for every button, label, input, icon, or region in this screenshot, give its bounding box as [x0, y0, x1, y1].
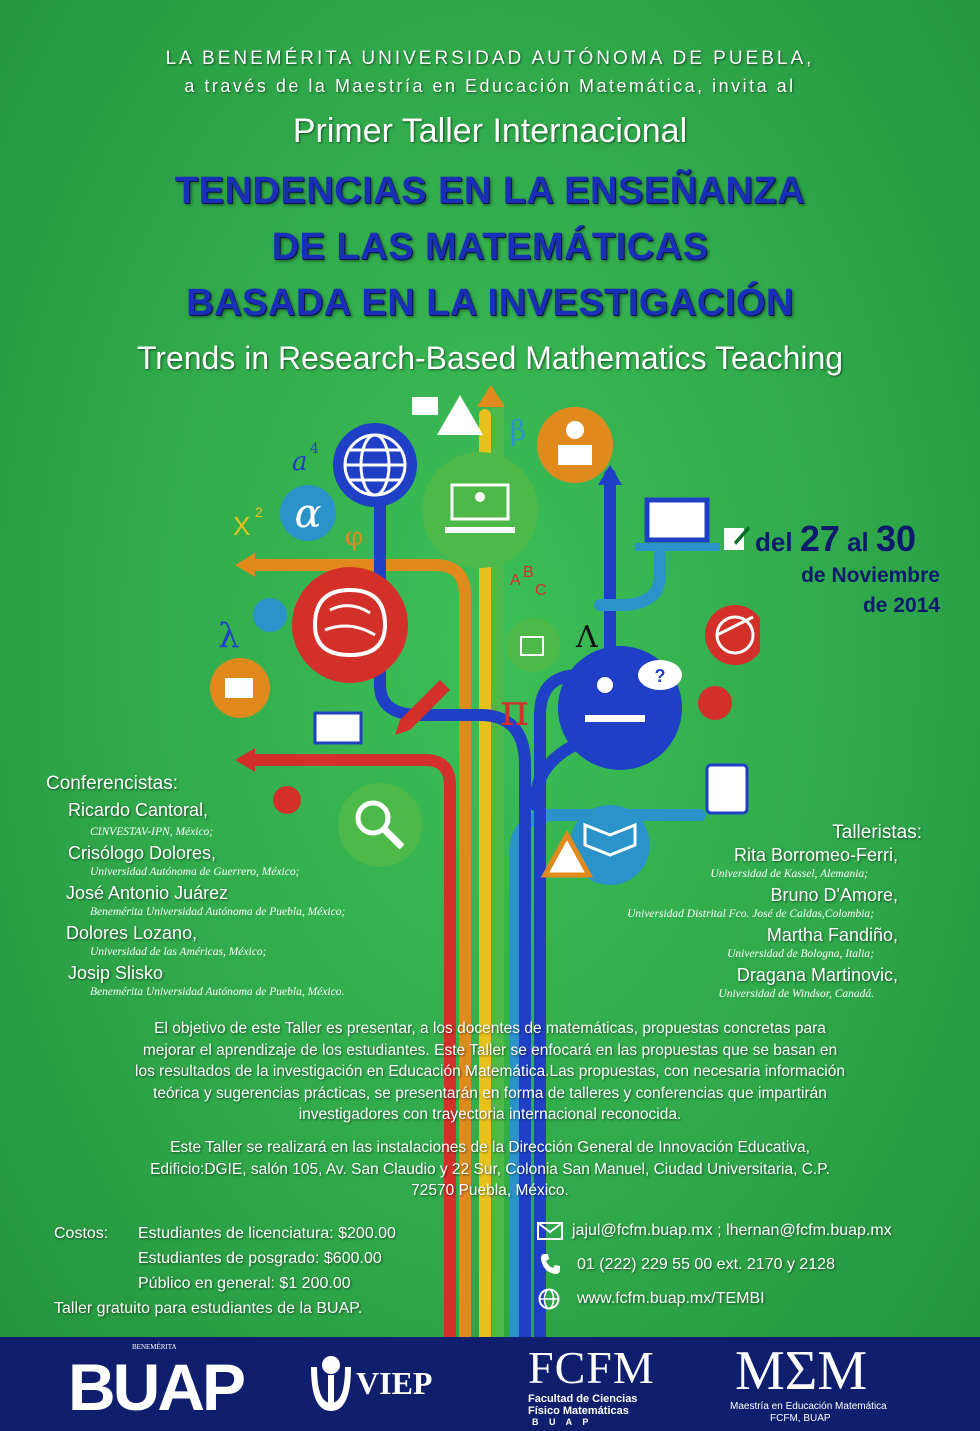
workshop-leader-name: Dragana Martinovic,: [736, 965, 898, 985]
fcfm-subtitle-1: Facultad de Ciencias: [528, 1393, 638, 1405]
abc-c: C: [535, 582, 547, 599]
cube-circle: [506, 618, 560, 672]
x2-exponent: 2: [255, 504, 263, 520]
website-link[interactable]: www.fcfm.buap.mx/TEMBI: [577, 1290, 765, 1307]
intro-line-2: a través de la Maestría en Educación Matemática, invita al: [184, 76, 796, 96]
objective-line: mejorar el aprendizaje de los estudiantes. Este Taller se enfocará en las propuestas que se basan en: [142, 1041, 838, 1059]
presentation-circle: [253, 598, 287, 632]
envelope-shape: [412, 397, 438, 415]
cost-item: Estudiantes de posgrado: $600.00: [138, 1250, 382, 1267]
globe-icon: [538, 1288, 560, 1310]
main-title-line-1: TENDENCIAS EN LA ENSEÑANZA: [174, 170, 806, 212]
fcfm-subtitle-2: Físico Matemáticas: [528, 1405, 629, 1417]
date-range: [755, 518, 916, 560]
workshop-leader-name: Bruno D'Amore,: [770, 885, 898, 905]
abc-a: A: [510, 572, 521, 589]
buap-logo: BUAP: [68, 1350, 244, 1424]
objective-line: El objetivo de este Taller es presentar, a los docentes de matemáticas, propuestas concretas para: [154, 1020, 826, 1037]
mem-subtitle-1: Maestría en Educación Matemática: [730, 1401, 887, 1412]
x2-symbol: X: [233, 511, 251, 541]
free-note: Taller gratuito para estudiantes de la BUAP.: [54, 1300, 363, 1317]
phone-number[interactable]: 01 (222) 229 55 00 ext. 2170 y 2128: [577, 1256, 835, 1273]
objective-line: investigadores con trayectoria internacional reconocida.: [298, 1106, 682, 1123]
abc-b: B: [523, 564, 534, 581]
a4-symbol: a: [292, 447, 308, 477]
cost-item: Estudiantes de licenciatura: $200.00: [138, 1225, 396, 1242]
speaker-name: Josip Slisko: [68, 963, 164, 983]
buap-top-text: BENEMÉRITA: [132, 1343, 177, 1351]
workshop-leader-institution: Universidad Distrital Fco. José de Caldas,Colombia;: [627, 908, 874, 920]
speaker-institution: Universidad de las Américas, México;: [90, 946, 267, 958]
date-month: de Noviembre: [801, 564, 940, 587]
mem-logo: MΣM: [735, 1340, 868, 1402]
fcfm-logo: FCFM: [528, 1342, 655, 1393]
classroom-circle: [422, 452, 538, 568]
notepad-icon: [722, 522, 750, 552]
date-end: 30: [876, 518, 917, 559]
main-title-line-2: DE LAS MATEMÁTICAS: [271, 226, 709, 268]
workshop-leader-institution: Universidad de Bologna, Italia;: [727, 948, 874, 960]
workshop-leader-institution: Universidad de Windsor, Canadá.: [718, 988, 874, 1000]
question-mark: ?: [654, 666, 666, 686]
footer-logo-bar: [0, 1337, 980, 1431]
objective-paragraph: [40, 1018, 940, 1126]
viep-logo: VIEP: [356, 1365, 433, 1401]
phone-icon: [540, 1253, 560, 1275]
calculator-shape: [707, 765, 747, 813]
gear-circle: [273, 786, 301, 814]
workshop-leader-name: Rita Borromeo-Ferri,: [733, 845, 898, 865]
venue-line: 72570 Puebla, México.: [411, 1182, 569, 1199]
cost-item: Público en general: $1 200.00: [138, 1275, 351, 1292]
capital-lambda-symbol: Λ: [576, 620, 598, 655]
date-start: 27: [799, 518, 840, 559]
speaker-institution: Universidad Autónoma de Guerrero, México;: [90, 866, 300, 878]
venue-line: Edificio:DGIE, salón 105, Av. San Claudio y 22 Sur, Colonia San Manuel, Ciudad Universitaria, C.P.: [150, 1160, 830, 1178]
conferencistas-heading: Conferencistas:: [46, 773, 179, 794]
beta-symbol: β: [510, 414, 527, 447]
english-title: Trends in Research-Based Mathematics Teaching: [136, 340, 844, 376]
objective-line: teórica y sugerencias prácticas, se presentarán en forma de talleres y conferencias que impartirán: [153, 1084, 827, 1102]
magnifier-circle: [338, 783, 422, 867]
triangle-shape: [437, 395, 483, 435]
speaker-name: José Antonio Juárez: [66, 883, 229, 903]
laptop-screen: [647, 500, 707, 540]
speaker-name: Crisólogo Dolores,: [68, 843, 217, 863]
chat-circle: [698, 686, 732, 720]
costs-label: Costos:: [54, 1225, 109, 1242]
pi-symbol: π: [500, 685, 529, 736]
phi-symbol: φ: [345, 522, 364, 552]
venue-paragraph: [40, 1137, 940, 1202]
objective-line: los resultados de la investigación en Educación Matemática.Las propuestas, con necesaria información: [135, 1063, 845, 1080]
email-icon: [537, 1222, 563, 1240]
fcfm-subtitle-3: B U A P: [532, 1417, 593, 1427]
main-title-line-3: BASADA EN LA INVESTIGACIÓN: [186, 282, 794, 324]
venue-line: Este Taller se realizará en las instalaciones de la Dirección General de Innovación Educativa,: [170, 1139, 810, 1156]
alpha-symbol: α: [294, 491, 322, 537]
a4-exponent: 4: [310, 441, 319, 457]
speaker-institution: Benemérita Universidad Autónoma de Puebla, México.: [90, 986, 345, 998]
workshop-leader-name: Martha Fandiño,: [766, 925, 898, 945]
book-shape: [315, 713, 361, 743]
speaker-name: Dolores Lozano,: [66, 923, 198, 943]
intro-line-1: LA BENEMÉRITA UNIVERSIDAD AUTÓNOMA DE PUEBLA,: [165, 48, 815, 69]
workshop-leader-institution: Universidad de Kassel, Alemania;: [710, 868, 868, 880]
email-addresses[interactable]: jajul@fcfm.buap.mx ; lhernan@fcfm.buap.mx: [572, 1222, 892, 1239]
talleristas-heading: Talleristas:: [832, 822, 922, 843]
speaker-name: Ricardo Cantoral,: [68, 800, 209, 820]
date-year: de 2014: [862, 594, 940, 617]
mem-subtitle-2: FCFM, BUAP: [770, 1413, 831, 1424]
speaker-institution: CINVESTAV-IPN, México;: [90, 826, 214, 838]
speaker-institution: Benemérita Universidad Autónoma de Puebla, México;: [90, 906, 346, 918]
laptop-base: [635, 543, 720, 551]
event-type: Primer Taller Internacional: [292, 112, 688, 150]
date-del: del: [755, 527, 793, 557]
lambda-symbol: λ: [218, 616, 240, 656]
date-al: al: [847, 527, 869, 557]
